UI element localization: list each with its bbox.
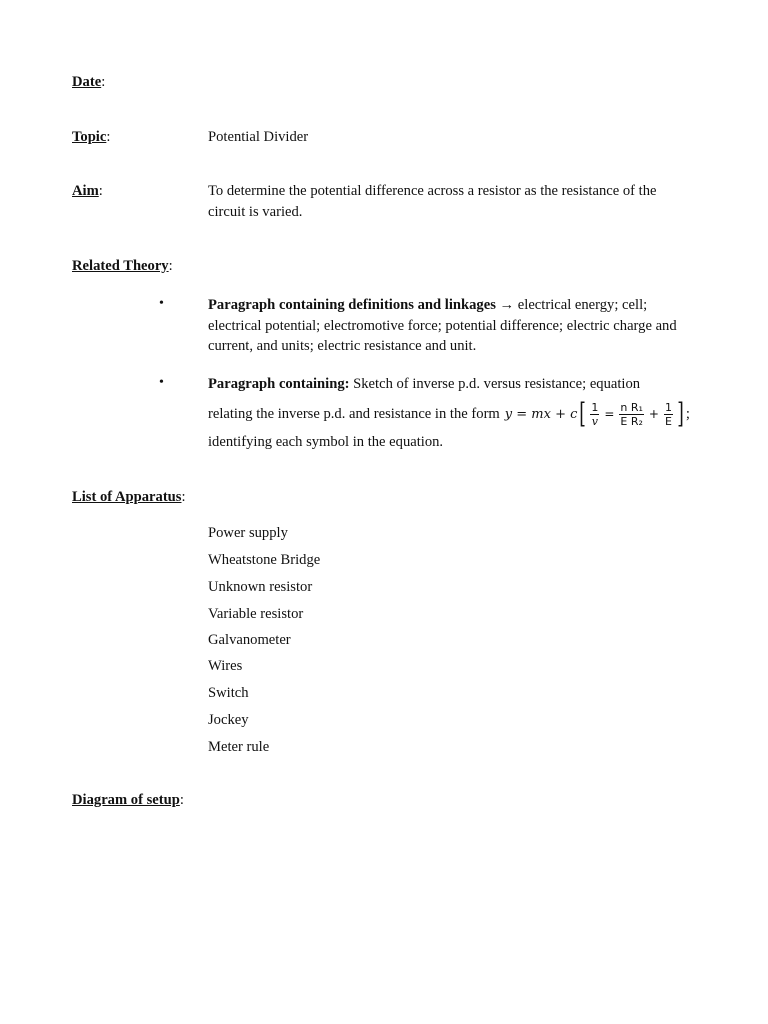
- bullet-2-intro: Sketch of inverse p.d. versus resistance; equation: [353, 376, 641, 392]
- apparatus-item: Variable resistor: [208, 606, 304, 622]
- frac2-den: E R₂: [620, 414, 643, 428]
- bullet-2-line1: [208, 374, 698, 395]
- apparatus-label: [72, 489, 186, 506]
- frac1-num: 1: [591, 400, 599, 414]
- date-label: [72, 74, 105, 91]
- frac1-den: v: [591, 414, 598, 428]
- aim-colon: :: [98, 183, 103, 199]
- equation-frac-inverse-e: [664, 401, 673, 428]
- topic-colon: :: [106, 129, 111, 145]
- diagram-key: Diagram of setup: [72, 792, 180, 808]
- equation-equals: =: [604, 407, 615, 421]
- equation-right-bracket: ]: [677, 397, 684, 430]
- equation-frac-resistance: [619, 401, 644, 428]
- equation-left-bracket: [: [579, 397, 587, 430]
- frac3-num: 1: [664, 400, 672, 414]
- aim-value: To determine the potential difference across a resistor as the resistance of the circuit is varied.: [208, 183, 657, 220]
- equation-plus: +: [648, 407, 659, 421]
- topic-label: [72, 129, 110, 146]
- equation-lhs: y = mx + c: [504, 406, 578, 422]
- bullet-1-text: [208, 295, 698, 357]
- apparatus-item: Power supply: [208, 525, 288, 541]
- date-key: Date: [72, 74, 102, 90]
- bullet-2-line3: identifying each symbol in the equation.: [208, 434, 444, 450]
- apparatus-colon: :: [181, 489, 186, 505]
- bullet-2-marker: •: [159, 375, 164, 390]
- topic-key: Topic: [72, 129, 107, 145]
- apparatus-item: Unknown resistor: [208, 579, 313, 595]
- equation-trailing: ;: [685, 405, 690, 422]
- related-theory-key: Related Theory: [72, 258, 169, 274]
- related-theory-colon: :: [168, 258, 173, 274]
- bullet-1-body: electrical energy; cell; electrical potential; electromotive force; potential difference; electric charge and current, and units; electric resistance and unit.: [208, 297, 677, 354]
- apparatus-item: Wires: [208, 658, 243, 674]
- bullet-2-bold: Paragraph containing:: [208, 376, 350, 392]
- apparatus-key: List of Apparatus: [72, 489, 182, 505]
- related-theory-label: [72, 258, 173, 275]
- aim-label: [72, 183, 103, 200]
- apparatus-item: Meter rule: [208, 739, 270, 755]
- topic-value: Potential Divider: [208, 129, 309, 145]
- apparatus-item: Galvanometer: [208, 632, 291, 648]
- bullet-1-marker: •: [159, 296, 164, 311]
- bullet-1-bold: Paragraph containing definitions and linkages: [208, 297, 496, 313]
- frac2-num: n R₁: [620, 400, 643, 414]
- frac3-den: E: [665, 414, 672, 428]
- apparatus-item: Switch: [208, 685, 249, 701]
- diagram-colon: :: [179, 792, 184, 808]
- bullet-2-line2: relating the inverse p.d. and resistance in the form: [208, 405, 500, 422]
- equation-frac-inverse-v: [590, 401, 599, 428]
- diagram-label: [72, 792, 184, 809]
- aim-key: Aim: [72, 183, 99, 199]
- bullet-1-arrow: →: [499, 297, 515, 313]
- apparatus-item: Wheatstone Bridge: [208, 552, 321, 568]
- apparatus-item: Jockey: [208, 712, 249, 728]
- bullet-2-equation-line: [208, 396, 690, 432]
- date-colon: :: [101, 74, 106, 90]
